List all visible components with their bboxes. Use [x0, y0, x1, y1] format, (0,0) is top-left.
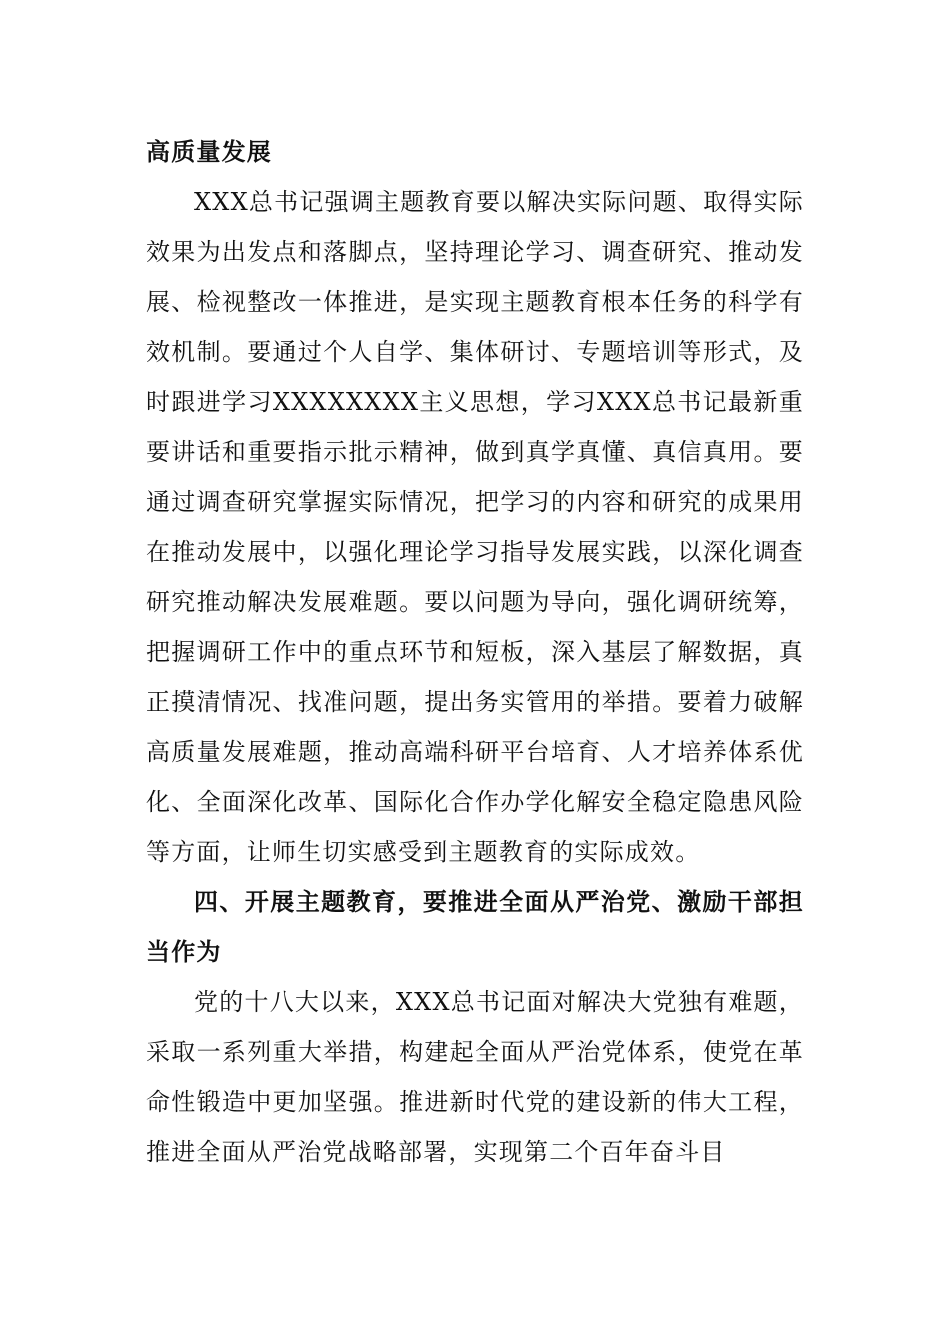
- body-paragraph-2: 党的十八大以来，XXX总书记面对解决大党独有难题，采取一系列重大举措，构建起全面从严治党体系，使党在革命性锻造中更加坚强。推进新时代党的建设新的伟大工程，推进全面从严治党战略部署，实现第二个百年奋斗目: [146, 988, 804, 1166]
- body-paragraph-1: XXX总书记强调主题教育要以解决实际问题、取得实际效果为出发点和落脚点，坚持理论学习、调查研究、推动发展、检视整改一体推进，是实现主题教育根本任务的科学有效机制。要通过个人自学、集体研讨、专题培训等形式，及时跟进学习XXXXXXXX主义思想，学习XXX总书记最新重要讲话和重要指示批示精神，做到真学真懂、真信真用。要通过调查研究掌握实际情况，把学习的内容和研究的成果用在推动发展中，以强化理论学习指导发展实践，以深化调查研究推动解决发展难题。要以问题为导向，强化调研统筹，把握调研工作中的重点环节和短板，深入基层了解数据，真正摸清情况、找准问题，提出务实管用的举措。要着力破解高质量发展难题，推动高端科研平台培育、人才培养体系优化、全面深化改革、国际化合作办学化解安全稳定隐患风险等方面，让师生切实感受到主题教育的实际成效。: [146, 188, 804, 866]
- document-body: [146, 127, 804, 1177]
- section-heading-4: 四、开展主题教育，要推进全面从严治党、激励干部担当作为: [146, 888, 804, 966]
- continued-heading: 高质量发展: [146, 138, 272, 166]
